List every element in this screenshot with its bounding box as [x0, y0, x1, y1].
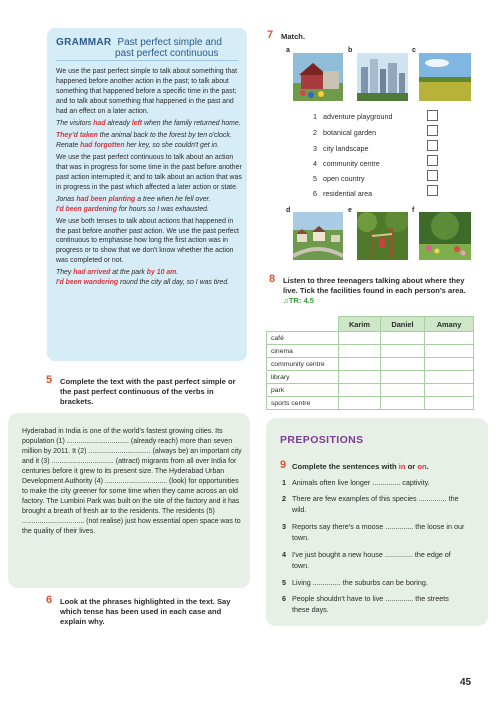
tick-cell[interactable] [339, 358, 381, 371]
ex5-heading [46, 374, 246, 406]
grammar-para-1: We use the past perfect simple to talk about something that happened before another action in the past; to talk about something that happened before a specific time in the past; and to talk about something that happened in the past and had an effect on a later action. [56, 68, 238, 115]
table-row [267, 358, 474, 371]
ex5-instruction: Complete the text with the past perfect simple or the past perfect continuous of the verbs in brackets. [60, 377, 236, 406]
page-number: 45 [460, 677, 472, 688]
grammar-label: GRAMMAR [56, 37, 112, 48]
photo-label-a: a [286, 47, 290, 54]
grammar-example-4: Jonas had been planting a tree when he fell over. [56, 195, 211, 203]
tick-cell[interactable] [380, 371, 424, 384]
row-label: café [267, 332, 339, 345]
match-item-6: 6 residential area [313, 189, 373, 198]
grammar-example-7: I'd been wandering round the city all day, so I was tired. [56, 279, 230, 287]
prep-item-3: 3 Reports say there's a moose .............. the loose in our town. [282, 522, 465, 542]
ex7-number: 7 [267, 29, 274, 41]
community-centre-image [293, 53, 343, 101]
ex6-number: 6 [46, 594, 53, 606]
grammar-example-5: I'd been gardening for hours so I was exhausted. [56, 205, 209, 213]
ex5-text: Hyderabad in India is one of the world's fastest growing cities. Its population (1) ................................ (already reach) more than seven million by 2011. It (2) ................................ (always be) an important city and it (3) ................................ (attract) migrants from all over India for centuries before it grew to its present size. The Hyderabad Urban Development Authority (4) ................................ (look) for opportunities to make the city greener for some time when they came across an old factory. The Lumbini Park was built on the site of the factory and it has brought a breath of fresh air to the residents. The residents (5) ................................ (not realise) just how essential open space was to the quality of their lives. [22, 428, 242, 535]
match-answer-box-3[interactable] [427, 140, 438, 151]
match-item-5: 5 open country [313, 174, 365, 183]
table-row [267, 332, 474, 345]
photo-botanical-garden [417, 210, 473, 262]
photo-adventure-playground [355, 210, 410, 262]
ex7-heading [267, 29, 306, 42]
row-label: library [267, 371, 339, 384]
match-answer-box-5[interactable] [427, 170, 438, 181]
table-row [267, 371, 474, 384]
table-row [267, 345, 474, 358]
prep-item-2: 2 There are few examples of this species .............. the wild. [282, 494, 459, 514]
grammar-heading [56, 37, 222, 48]
ex8-instruction: Listen to three teenagers talking about where they live. Tick the facilities found in each person's area. [283, 276, 466, 295]
match-answer-box-4[interactable] [427, 155, 438, 166]
prep-item-4: 4 I've just bought a new house .............. the edge of town. [282, 550, 451, 570]
photo-city-landscape [355, 51, 410, 103]
match-item-3: 3 city landscape [313, 144, 369, 153]
column-karim: Karim [339, 317, 381, 332]
photo-label-f: f [412, 207, 415, 214]
tick-cell[interactable] [339, 384, 381, 397]
ex5-number: 5 [46, 374, 53, 386]
audio-track-icon[interactable]: ♫ [283, 295, 289, 305]
row-label: community centre [267, 358, 339, 371]
grammar-para-3: We use both tenses to talk about actions that happened in the past before another past action. We use the past perfect continuous to emphasise how long the first action was in progress or to show that we don't know whether the action was completed or not. [56, 217, 239, 265]
tick-cell[interactable] [339, 345, 381, 358]
table-header-row [267, 317, 474, 332]
residential-area-image [293, 212, 343, 260]
prep-item-1: 1 Animals often live longer .............. captivity. [282, 478, 430, 487]
row-label: cinema [267, 345, 339, 358]
prep-item-6: 6 People shouldn't have to live .............. the streets these days. [282, 594, 449, 614]
tick-cell[interactable] [425, 371, 474, 384]
tick-cell[interactable] [380, 332, 424, 345]
grammar-example-6: They had arrived at the park by 10 am. [56, 269, 179, 277]
prep-item-5: 5 Living .............. the suburbs can be boring. [282, 578, 428, 587]
open-country-image [419, 53, 471, 101]
tick-cell[interactable] [425, 397, 474, 410]
ex9-number: 9 [280, 459, 287, 471]
photo-residential-area [291, 210, 345, 262]
table-row [267, 397, 474, 410]
photo-community-centre [291, 51, 345, 103]
tick-cell[interactable] [339, 371, 381, 384]
column-amany: Amany [425, 317, 474, 332]
photo-label-e: e [348, 207, 352, 214]
match-item-4: 4 community centre [313, 159, 380, 168]
photo-label-c: c [412, 47, 416, 54]
grammar-title-2: past perfect continuous [115, 48, 219, 59]
grammar-title-1: Past perfect simple and [117, 37, 222, 48]
ex5-text-box [8, 413, 250, 588]
prepositions-title: PREPOSITIONS [280, 434, 364, 446]
column-daniel: Daniel [380, 317, 424, 332]
grammar-example-1: The visitors had already left when the family returned home. [56, 119, 241, 127]
tick-cell[interactable] [339, 397, 381, 410]
ex7-instruction: Match. [281, 32, 306, 41]
ex8-heading [269, 273, 479, 305]
tick-cell[interactable] [380, 384, 424, 397]
city-landscape-image [357, 53, 408, 101]
tick-cell[interactable] [425, 358, 474, 371]
match-answer-box-1[interactable] [427, 110, 438, 121]
photo-label-b: b [348, 47, 353, 54]
photo-label-d: d [286, 207, 291, 214]
ex6-heading [46, 594, 246, 626]
tick-cell[interactable] [339, 332, 381, 345]
grammar-body [56, 67, 244, 290]
ex6-instruction: Look at the phrases highlighted in the text. Say which tense has been used in each case and explain why. [60, 597, 231, 626]
botanical-garden-image [419, 212, 471, 260]
tick-cell[interactable] [380, 397, 424, 410]
grammar-box [47, 28, 247, 361]
facilities-table [266, 316, 474, 410]
row-label: park [267, 384, 339, 397]
row-label: sports centre [267, 397, 339, 410]
tick-cell[interactable] [425, 345, 474, 358]
prepositions-box [266, 418, 488, 626]
grammar-para-2: We use the past perfect continuous to talk about an action that was in progress for some time in the past before another past action interrupted it; and to talk about an action that was in progress in the past which affected a later action or state. [56, 153, 242, 191]
ex9-heading: 9 Complete the sentences with in or on. [280, 459, 429, 471]
tick-cell[interactable] [380, 358, 424, 371]
tick-cell[interactable] [425, 332, 474, 345]
grammar-example-2: They'd taken the animal back to the forest by ten o'clock. [56, 131, 232, 139]
adventure-playground-image [357, 212, 408, 260]
match-answer-box-2[interactable] [427, 125, 438, 136]
match-item-1: 1 adventure playground [313, 112, 393, 121]
photo-open-country [417, 51, 473, 103]
ex8-track[interactable]: TR: 4.5 [288, 295, 315, 305]
table-corner [267, 317, 339, 332]
table-row [267, 384, 474, 397]
grammar-example-3: Renate had forgotten her key, so she couldn't get in. [56, 141, 219, 149]
tick-cell[interactable] [425, 384, 474, 397]
match-item-2: 2 botanical garden [313, 128, 377, 137]
ex8-number: 8 [269, 273, 276, 285]
match-answer-box-6[interactable] [427, 185, 438, 196]
grammar-divider [56, 60, 238, 61]
tick-cell[interactable] [380, 345, 424, 358]
